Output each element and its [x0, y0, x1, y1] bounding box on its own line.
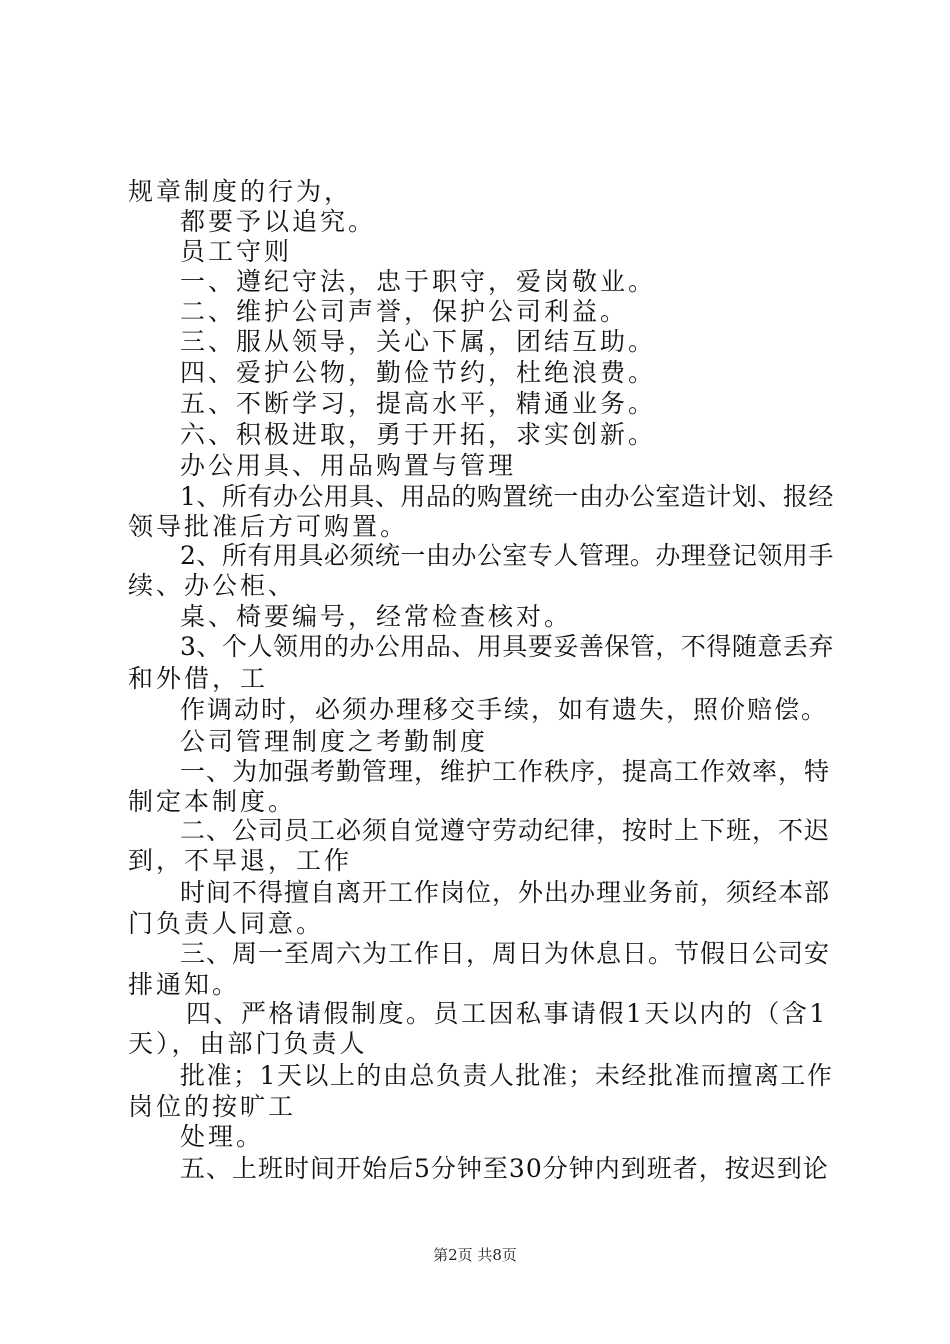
- text-line: 2、所有用具必须统一由办公室专人管理。办理登记领用手: [180, 541, 834, 570]
- text-line: 处理。: [180, 1122, 265, 1151]
- text-line: 二、公司员工必须自觉遵守劳动纪律，按时上下班，不迟: [180, 816, 831, 845]
- text-line: 四、严格请假制度。员工因私事请假1天以内的（含1: [186, 999, 828, 1028]
- text-line: 时间不得擅自离开工作岗位，外出办理业务前，须经本部: [180, 878, 831, 907]
- text-line: 六、积极进取，勇于开拓，求实创新。: [180, 420, 657, 449]
- text-line: 排通知。: [128, 970, 241, 999]
- text-line: 一、为加强考勤管理，维护工作秩序，提高工作效率，特: [180, 757, 831, 786]
- text-line: 桌、椅要编号，经常检查核对。: [180, 602, 573, 631]
- text-line: 都要予以追究。: [180, 207, 377, 236]
- text-line: 三、服从领导，关心下属，团结互助。: [180, 327, 657, 356]
- text-line: 岗位的按旷工: [128, 1092, 297, 1121]
- text-line: 二、维护公司声誉，保护公司利益。: [180, 297, 629, 326]
- text-line: 一、遵纪守法，忠于职守，爱岗敬业。: [180, 267, 657, 296]
- section-heading: 公司管理制度之考勤制度: [180, 727, 489, 756]
- text-line: 三、周一至周六为工作日，周日为休息日。节假日公司安: [180, 939, 831, 968]
- text-line: 规章制度的行为，: [128, 177, 353, 206]
- text-line: 制定本制度。: [128, 787, 297, 816]
- text-line: 3、个人领用的办公用品、用具要妥善保管，不得随意丢弃: [180, 632, 834, 661]
- text-line: 领导批准后方可购置。: [128, 512, 409, 541]
- text-line: 到，不早退，工作: [128, 846, 353, 875]
- page-number-footer: 第2页 共8页: [433, 1246, 517, 1264]
- text-line: 四、爱护公物，勤俭节约，杜绝浪费。: [180, 358, 657, 387]
- section-heading: 办公用具、用品购置与管理: [180, 451, 517, 480]
- text-line: 批准；1天以上的由总负责人批准；未经批准而擅离工作: [180, 1061, 834, 1090]
- text-line: 作调动时，必须办理移交手续，如有遗失，照价赔偿。: [180, 695, 829, 724]
- text-line: 和外借，工: [128, 664, 269, 693]
- text-line: 续、办公柜、: [128, 571, 297, 600]
- text-line: 五、上班时间开始后5分钟至30分钟内到班者，按迟到论: [180, 1154, 829, 1183]
- text-line: 天），由部门负责人: [128, 1029, 368, 1058]
- section-heading: 员工守则: [180, 237, 293, 266]
- text-line: 五、不断学习，提高水平，精通业务。: [180, 389, 657, 418]
- text-line: 1、所有办公用具、用品的购置统一由办公室造计划、报经: [180, 482, 834, 511]
- text-line: 门负责人同意。: [128, 909, 325, 938]
